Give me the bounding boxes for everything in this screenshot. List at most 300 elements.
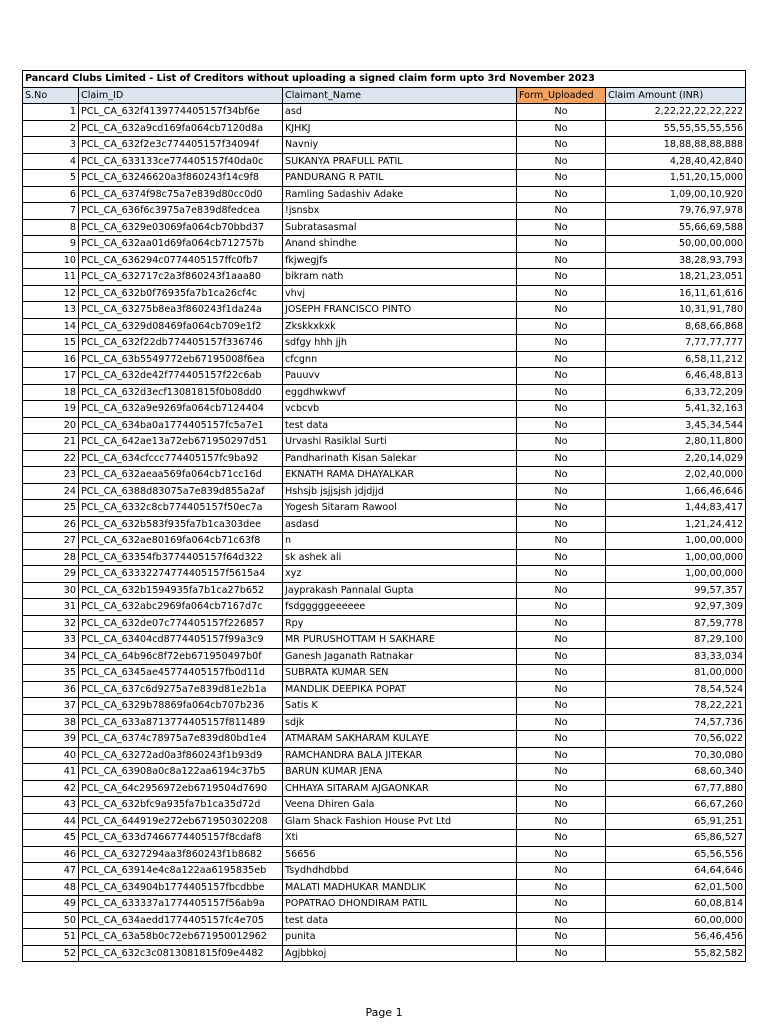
cell-claimant-name: RAMCHANDRA BALA JITEKAR — [283, 747, 517, 764]
cell-sno: 18 — [23, 384, 79, 401]
cell-sno: 36 — [23, 681, 79, 698]
cell-claimant-name: fsdgggggeeeeee — [283, 599, 517, 616]
table-row — [23, 797, 746, 814]
cell-form-uploaded: No — [517, 186, 606, 203]
cell-claim-amount: 16,11,61,616 — [606, 285, 746, 302]
cell-claim-amount: 92,97,309 — [606, 599, 746, 616]
cell-sno: 42 — [23, 780, 79, 797]
cell-claim-amount: 60,00,000 — [606, 912, 746, 929]
cell-claimant-name: 56656 — [283, 846, 517, 863]
cell-claim-amount: 1,00,00,000 — [606, 549, 746, 566]
cell-form-uploaded: No — [517, 780, 606, 797]
cell-claimant-name: vhvj — [283, 285, 517, 302]
cell-sno: 27 — [23, 533, 79, 550]
cell-sno: 24 — [23, 483, 79, 500]
cell-claimant-name: SUKANYA PRAFULL PATIL — [283, 153, 517, 170]
table-row — [23, 632, 746, 649]
cell-form-uploaded: No — [517, 764, 606, 781]
cell-sno: 35 — [23, 665, 79, 682]
cell-form-uploaded: No — [517, 335, 606, 352]
cell-claimant-name: eggdhwkwvf — [283, 384, 517, 401]
cell-claimant-name: asd — [283, 104, 517, 121]
cell-form-uploaded: No — [517, 153, 606, 170]
cell-claim-amount: 55,82,582 — [606, 945, 746, 962]
cell-claim-amount: 1,44,83,417 — [606, 500, 746, 517]
cell-claim-amount: 1,66,46,646 — [606, 483, 746, 500]
cell-claim-id: PCL_CA_633337a1774405157f56ab9a — [79, 896, 283, 913]
cell-claim-id: PCL_CA_63272ad0a3f860243f1b93d9 — [79, 747, 283, 764]
cell-claimant-name: BARUN KUMAR JENA — [283, 764, 517, 781]
cell-claim-amount: 1,00,00,000 — [606, 566, 746, 583]
table-row — [23, 945, 746, 962]
table-row — [23, 582, 746, 599]
cell-form-uploaded: No — [517, 120, 606, 137]
cell-claimant-name: MALATI MADHUKAR MANDLIK — [283, 879, 517, 896]
cell-claim-id: PCL_CA_632b583f935fa7b1ca303dee — [79, 516, 283, 533]
table-row — [23, 813, 746, 830]
cell-sno: 48 — [23, 879, 79, 896]
cell-sno: 41 — [23, 764, 79, 781]
table-row — [23, 665, 746, 682]
cell-claim-amount: 83,33,034 — [606, 648, 746, 665]
cell-claim-amount: 62,01,500 — [606, 879, 746, 896]
header-claimant-name: Claimant_Name — [283, 87, 517, 104]
cell-claim-id: PCL_CA_644919e272eb671950302208 — [79, 813, 283, 830]
title-row — [23, 71, 746, 88]
table-title: Pancard Clubs Limited - List of Creditors without uploading a signed claim form upto 3rd November 2023 — [23, 71, 746, 88]
cell-claim-amount: 65,56,556 — [606, 846, 746, 863]
cell-claim-id: PCL_CA_63908a0c8a122aa6194c37b5 — [79, 764, 283, 781]
cell-claim-id: PCL_CA_64c2956972eb6719504d7690 — [79, 780, 283, 797]
cell-claim-amount: 81,00,000 — [606, 665, 746, 682]
cell-claimant-name: fkjwegjfs — [283, 252, 517, 269]
table-row — [23, 318, 746, 335]
table-row — [23, 153, 746, 170]
cell-claim-amount: 67,77,880 — [606, 780, 746, 797]
cell-claim-id: PCL_CA_632a9cd169fa064cb7120d8a — [79, 120, 283, 137]
cell-sno: 21 — [23, 434, 79, 451]
cell-claim-amount: 78,22,221 — [606, 698, 746, 715]
cell-form-uploaded: No — [517, 615, 606, 632]
cell-claim-id: PCL_CA_632a9e9269fa064cb7124404 — [79, 401, 283, 418]
cell-claim-amount: 18,21,23,051 — [606, 269, 746, 286]
header-claim-id: Claim_ID — [79, 87, 283, 104]
cell-form-uploaded: No — [517, 219, 606, 236]
cell-claimant-name: cfcgnn — [283, 351, 517, 368]
cell-form-uploaded: No — [517, 714, 606, 731]
cell-claim-amount: 1,00,00,000 — [606, 533, 746, 550]
cell-claimant-name: Pandharinath Kisan Salekar — [283, 450, 517, 467]
cell-sno: 30 — [23, 582, 79, 599]
creditors-table — [22, 70, 746, 962]
cell-claimant-name: SUBRATA KUMAR SEN — [283, 665, 517, 682]
cell-form-uploaded: No — [517, 830, 606, 847]
cell-claim-amount: 4,28,40,42,840 — [606, 153, 746, 170]
cell-form-uploaded: No — [517, 401, 606, 418]
cell-claim-amount: 87,59,778 — [606, 615, 746, 632]
cell-form-uploaded: No — [517, 549, 606, 566]
table-row — [23, 599, 746, 616]
cell-claim-amount: 8,68,66,868 — [606, 318, 746, 335]
cell-claim-id: PCL_CA_642ae13a72eb671950297d51 — [79, 434, 283, 451]
cell-sno: 14 — [23, 318, 79, 335]
cell-form-uploaded: No — [517, 285, 606, 302]
cell-sno: 15 — [23, 335, 79, 352]
cell-sno: 20 — [23, 417, 79, 434]
cell-form-uploaded: No — [517, 648, 606, 665]
table-row — [23, 120, 746, 137]
cell-claim-id: PCL_CA_6374c78975a7e839d80bd1e4 — [79, 731, 283, 748]
cell-claim-id: PCL_CA_6329d08469fa064cb709e1f2 — [79, 318, 283, 335]
cell-form-uploaded: No — [517, 203, 606, 220]
cell-claim-amount: 10,31,91,780 — [606, 302, 746, 319]
cell-sno: 22 — [23, 450, 79, 467]
cell-claim-amount: 1,21,24,412 — [606, 516, 746, 533]
cell-form-uploaded: No — [517, 104, 606, 121]
cell-claimant-name: Zkskkxkxk — [283, 318, 517, 335]
cell-claimant-name: vcbcvb — [283, 401, 517, 418]
cell-sno: 50 — [23, 912, 79, 929]
cell-claimant-name: Subratasasmal — [283, 219, 517, 236]
cell-claimant-name: test data — [283, 912, 517, 929]
cell-sno: 31 — [23, 599, 79, 616]
cell-sno: 37 — [23, 698, 79, 715]
cell-claim-amount: 65,86,527 — [606, 830, 746, 847]
cell-sno: 33 — [23, 632, 79, 649]
cell-claim-amount: 6,33,72,209 — [606, 384, 746, 401]
cell-sno: 23 — [23, 467, 79, 484]
cell-sno: 32 — [23, 615, 79, 632]
table-row — [23, 830, 746, 847]
table-row — [23, 714, 746, 731]
cell-form-uploaded: No — [517, 879, 606, 896]
cell-sno: 25 — [23, 500, 79, 517]
cell-claim-id: PCL_CA_634904b1774405157fbcdbbe — [79, 879, 283, 896]
cell-sno: 16 — [23, 351, 79, 368]
table-row — [23, 698, 746, 715]
table-row — [23, 615, 746, 632]
cell-sno: 38 — [23, 714, 79, 731]
cell-claim-id: PCL_CA_634aedd1774405157fc4e705 — [79, 912, 283, 929]
cell-sno: 19 — [23, 401, 79, 418]
table-row — [23, 500, 746, 517]
cell-claim-amount: 87,29,100 — [606, 632, 746, 649]
cell-claim-id: PCL_CA_6374f98c75a7e839d80cc0d0 — [79, 186, 283, 203]
cell-form-uploaded: No — [517, 566, 606, 583]
cell-claimant-name: Jayprakash Pannalal Gupta — [283, 582, 517, 599]
table-row — [23, 483, 746, 500]
cell-claimant-name: Ramling Sadashiv Adake — [283, 186, 517, 203]
table-row — [23, 219, 746, 236]
table-row — [23, 417, 746, 434]
table-row — [23, 401, 746, 418]
cell-claimant-name: Ganesh Jaganath Ratnakar — [283, 648, 517, 665]
cell-claimant-name: MANDLIK DEEPIKA POPAT — [283, 681, 517, 698]
cell-claim-amount: 2,80,11,800 — [606, 434, 746, 451]
cell-claim-amount: 56,46,456 — [606, 929, 746, 946]
cell-sno: 2 — [23, 120, 79, 137]
cell-claim-id: PCL_CA_63354fb3774405157f64d322 — [79, 549, 283, 566]
cell-claim-id: PCL_CA_633a8713774405157f811489 — [79, 714, 283, 731]
cell-claim-id: PCL_CA_6345ae45774405157fb0d11d — [79, 665, 283, 682]
cell-sno: 13 — [23, 302, 79, 319]
cell-form-uploaded: No — [517, 747, 606, 764]
cell-claimant-name: Veena Dhiren Gala — [283, 797, 517, 814]
cell-claim-amount: 50,00,00,000 — [606, 236, 746, 253]
cell-claimant-name: xyz — [283, 566, 517, 583]
cell-claimant-name: Tsydhdhdbbd — [283, 863, 517, 880]
cell-claim-id: PCL_CA_634ba0a1774405157fc5a7e1 — [79, 417, 283, 434]
cell-sno: 40 — [23, 747, 79, 764]
cell-claim-amount: 6,58,11,212 — [606, 351, 746, 368]
cell-claim-id: PCL_CA_632aeaa569fa064cb71cc16d — [79, 467, 283, 484]
cell-sno: 8 — [23, 219, 79, 236]
cell-form-uploaded: No — [517, 846, 606, 863]
header-row — [23, 87, 746, 104]
cell-claimant-name: Agjbbkoj — [283, 945, 517, 962]
cell-claim-amount: 68,60,340 — [606, 764, 746, 781]
cell-sno: 6 — [23, 186, 79, 203]
table-row — [23, 549, 746, 566]
cell-claim-id: PCL_CA_63a58b0c72eb671950012962 — [79, 929, 283, 946]
cell-form-uploaded: No — [517, 368, 606, 385]
cell-claim-id: PCL_CA_637c6d9275a7e839d81e2b1a — [79, 681, 283, 698]
table-row — [23, 846, 746, 863]
cell-form-uploaded: No — [517, 896, 606, 913]
cell-claim-amount: 64,64,646 — [606, 863, 746, 880]
cell-form-uploaded: No — [517, 912, 606, 929]
cell-claim-amount: 55,55,55,55,556 — [606, 120, 746, 137]
cell-sno: 44 — [23, 813, 79, 830]
table-row — [23, 896, 746, 913]
cell-claim-id: PCL_CA_6329e03069fa064cb70bbd37 — [79, 219, 283, 236]
cell-claim-id: PCL_CA_634cfccc774405157fc9ba92 — [79, 450, 283, 467]
cell-claim-amount: 78,54,524 — [606, 681, 746, 698]
cell-claimant-name: sdfgy hhh jjh — [283, 335, 517, 352]
cell-sno: 45 — [23, 830, 79, 847]
cell-claim-id: PCL_CA_632ae80169fa064cb71c63f8 — [79, 533, 283, 550]
table-row — [23, 269, 746, 286]
cell-claim-amount: 70,30,080 — [606, 747, 746, 764]
cell-claimant-name: Glam Shack Fashion House Pvt Ltd — [283, 813, 517, 830]
cell-sno: 9 — [23, 236, 79, 253]
cell-form-uploaded: No — [517, 236, 606, 253]
cell-form-uploaded: No — [517, 302, 606, 319]
cell-form-uploaded: No — [517, 797, 606, 814]
cell-claimant-name: Hshsjb jsjjsjsh jdjdjjd — [283, 483, 517, 500]
cell-form-uploaded: No — [517, 681, 606, 698]
cell-claim-amount: 18,88,88,88,888 — [606, 137, 746, 154]
cell-form-uploaded: No — [517, 137, 606, 154]
cell-claim-amount: 60,08,814 — [606, 896, 746, 913]
cell-sno: 34 — [23, 648, 79, 665]
cell-sno: 5 — [23, 170, 79, 187]
cell-claimant-name: asdasd — [283, 516, 517, 533]
cell-claimant-name: MR PURUSHOTTAM H SAKHARE — [283, 632, 517, 649]
cell-claim-id: PCL_CA_632717c2a3f860243f1aaa80 — [79, 269, 283, 286]
table-row — [23, 252, 746, 269]
header-form-uploaded: Form_Uploaded — [517, 87, 606, 104]
cell-sno: 52 — [23, 945, 79, 962]
cell-claim-id: PCL_CA_632b0f76935fa7b1ca26cf4c — [79, 285, 283, 302]
page-number: Page 1 — [365, 1006, 403, 1019]
cell-claim-amount: 5,41,32,163 — [606, 401, 746, 418]
cell-claim-amount: 55,66,69,588 — [606, 219, 746, 236]
cell-claim-amount: 38,28,93,793 — [606, 252, 746, 269]
cell-claim-amount: 1,51,20,15,000 — [606, 170, 746, 187]
cell-sno: 10 — [23, 252, 79, 269]
cell-sno: 1 — [23, 104, 79, 121]
cell-claim-amount: 79,76,97,978 — [606, 203, 746, 220]
cell-claimant-name: CHHAYA SITARAM AJGAONKAR — [283, 780, 517, 797]
table-row — [23, 186, 746, 203]
cell-sno: 46 — [23, 846, 79, 863]
table-row — [23, 137, 746, 154]
cell-claim-amount: 74,57,736 — [606, 714, 746, 731]
header-sno: S.No — [23, 87, 79, 104]
cell-form-uploaded: No — [517, 417, 606, 434]
cell-form-uploaded: No — [517, 533, 606, 550]
cell-form-uploaded: No — [517, 269, 606, 286]
cell-claimant-name: Anand shindhe — [283, 236, 517, 253]
cell-claimant-name: sdjk — [283, 714, 517, 731]
cell-form-uploaded: No — [517, 500, 606, 517]
cell-sno: 7 — [23, 203, 79, 220]
cell-claim-id: PCL_CA_632f4139774405157f34bf6e — [79, 104, 283, 121]
cell-form-uploaded: No — [517, 318, 606, 335]
cell-claim-amount: 70,56,022 — [606, 731, 746, 748]
cell-claim-id: PCL_CA_63275b8ea3f860243f1da24a — [79, 302, 283, 319]
table-row — [23, 764, 746, 781]
table-row — [23, 285, 746, 302]
cell-claimant-name: Navniy — [283, 137, 517, 154]
table-row — [23, 516, 746, 533]
cell-claimant-name: Satis K — [283, 698, 517, 715]
cell-form-uploaded: No — [517, 632, 606, 649]
table-row — [23, 566, 746, 583]
cell-claim-id: PCL_CA_632aa01d69fa064cb712757b — [79, 236, 283, 253]
cell-claim-amount: 6,46,48,813 — [606, 368, 746, 385]
cell-form-uploaded: No — [517, 351, 606, 368]
cell-claim-amount: 2,02,40,000 — [606, 467, 746, 484]
cell-claim-id: PCL_CA_6327294aa3f860243f1b8682 — [79, 846, 283, 863]
table-row — [23, 170, 746, 187]
cell-claim-id: PCL_CA_6332c8cb774405157f50ec7a — [79, 500, 283, 517]
cell-claim-amount: 1,09,00,10,920 — [606, 186, 746, 203]
cell-form-uploaded: No — [517, 698, 606, 715]
cell-claimant-name: Rpy — [283, 615, 517, 632]
table-row — [23, 302, 746, 319]
cell-form-uploaded: No — [517, 384, 606, 401]
cell-claimant-name: ATMARAM SAKHARAM KULAYE — [283, 731, 517, 748]
cell-form-uploaded: No — [517, 170, 606, 187]
cell-sno: 51 — [23, 929, 79, 946]
cell-sno: 3 — [23, 137, 79, 154]
cell-claim-id: PCL_CA_63b5549772eb67195008f6ea — [79, 351, 283, 368]
cell-claimant-name: test data — [283, 417, 517, 434]
cell-form-uploaded: No — [517, 813, 606, 830]
cell-claim-amount: 3,45,34,544 — [606, 417, 746, 434]
cell-claimant-name: n — [283, 533, 517, 550]
cell-claim-amount: 7,77,77,777 — [606, 335, 746, 352]
cell-sno: 12 — [23, 285, 79, 302]
cell-form-uploaded: No — [517, 434, 606, 451]
cell-claim-amount: 66,67,260 — [606, 797, 746, 814]
cell-claim-id: PCL_CA_636294c0774405157ffc0fb7 — [79, 252, 283, 269]
cell-sno: 43 — [23, 797, 79, 814]
cell-claim-id: PCL_CA_6329b78869fa064cb707b236 — [79, 698, 283, 715]
cell-claim-id: PCL_CA_632bfc9a935fa7b1ca35d72d — [79, 797, 283, 814]
table-row — [23, 351, 746, 368]
table-row — [23, 780, 746, 797]
cell-claim-id: PCL_CA_6388d83075a7e839d855a2af — [79, 483, 283, 500]
table-row — [23, 434, 746, 451]
cell-claim-id: PCL_CA_633d7466774405157f8cdaf8 — [79, 830, 283, 847]
cell-form-uploaded: No — [517, 863, 606, 880]
cell-form-uploaded: No — [517, 252, 606, 269]
cell-claim-id: PCL_CA_64b96c8f72eb671950497b0f — [79, 648, 283, 665]
header-claim-amount: Claim Amount (INR) — [606, 87, 746, 104]
table-row — [23, 747, 746, 764]
table-row — [23, 879, 746, 896]
cell-sno: 28 — [23, 549, 79, 566]
cell-claimant-name: Urvashi Rasiklal Surti — [283, 434, 517, 451]
cell-form-uploaded: No — [517, 599, 606, 616]
cell-claim-id: PCL_CA_632f2e3c774405157f34094f — [79, 137, 283, 154]
cell-sno: 47 — [23, 863, 79, 880]
cell-sno: 11 — [23, 269, 79, 286]
cell-form-uploaded: No — [517, 665, 606, 682]
cell-claim-id: PCL_CA_632d3ecf13081815f0b08dd0 — [79, 384, 283, 401]
cell-claim-amount: 65,91,251 — [606, 813, 746, 830]
cell-form-uploaded: No — [517, 516, 606, 533]
cell-claim-id: PCL_CA_633133ce774405157f40da0c — [79, 153, 283, 170]
cell-claimant-name: bikram nath — [283, 269, 517, 286]
cell-claim-id: PCL_CA_632b1594935fa7b1ca27b652 — [79, 582, 283, 599]
cell-claim-id: PCL_CA_632de07c774405157f226857 — [79, 615, 283, 632]
table-row — [23, 384, 746, 401]
cell-sno: 26 — [23, 516, 79, 533]
cell-sno: 17 — [23, 368, 79, 385]
cell-claimant-name: sk ashek ali — [283, 549, 517, 566]
cell-form-uploaded: No — [517, 731, 606, 748]
table-row — [23, 104, 746, 121]
cell-form-uploaded: No — [517, 945, 606, 962]
table-row — [23, 203, 746, 220]
cell-claim-amount: 99,57,357 — [606, 582, 746, 599]
cell-sno: 29 — [23, 566, 79, 583]
cell-claimant-name: !jsnsbx — [283, 203, 517, 220]
cell-form-uploaded: No — [517, 483, 606, 500]
cell-claim-id: PCL_CA_632abc2969fa064cb7167d7c — [79, 599, 283, 616]
table-row — [23, 236, 746, 253]
cell-sno: 4 — [23, 153, 79, 170]
cell-sno: 49 — [23, 896, 79, 913]
cell-claim-id: PCL_CA_63914e4c8a122aa6195835eb — [79, 863, 283, 880]
cell-claim-id: PCL_CA_63332274774405157f5615a4 — [79, 566, 283, 583]
table-row — [23, 368, 746, 385]
cell-claim-id: PCL_CA_63246620a3f860243f14c9f8 — [79, 170, 283, 187]
cell-form-uploaded: No — [517, 467, 606, 484]
cell-claimant-name: EKNATH RAMA DHAYALKAR — [283, 467, 517, 484]
cell-claim-amount: 2,22,22,22,22,222 — [606, 104, 746, 121]
table-row — [23, 863, 746, 880]
cell-claimant-name: KJHKJ — [283, 120, 517, 137]
cell-claim-id: PCL_CA_636f6c3975a7e839d8fedcea — [79, 203, 283, 220]
cell-claimant-name: POPATRAO DHONDIRAM PATIL — [283, 896, 517, 913]
table-row — [23, 681, 746, 698]
table-row — [23, 533, 746, 550]
